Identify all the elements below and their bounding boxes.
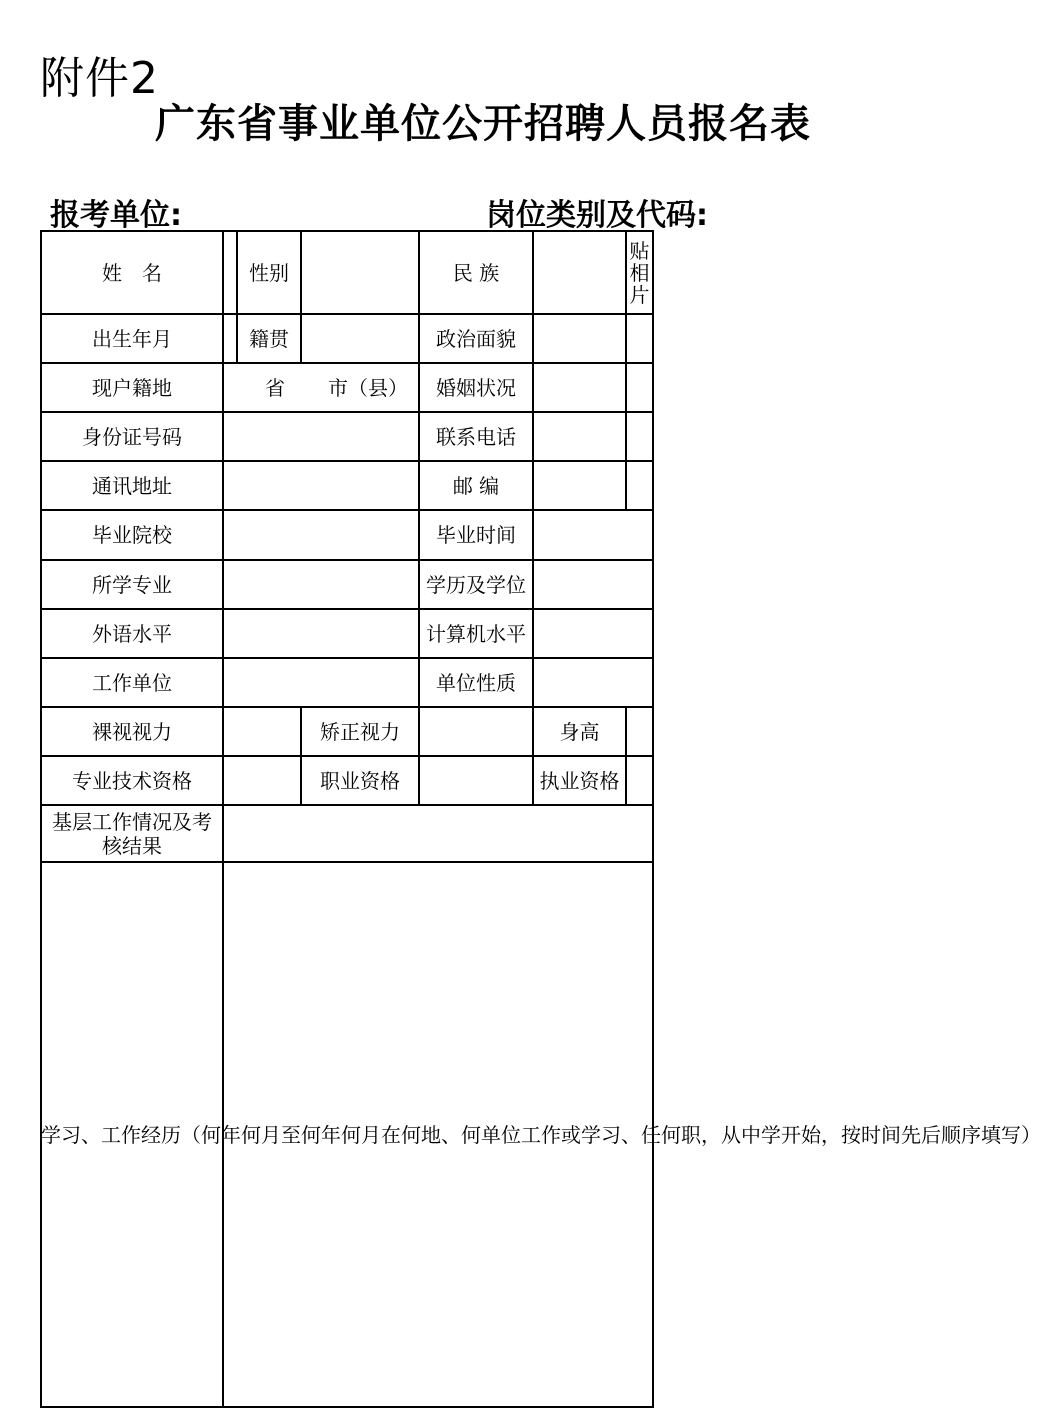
photo-placeholder: [626, 231, 653, 314]
history-label: 学习、工作经历（何年何月至何年何月在何地、何单位工作或学习、任何职，从中学开始，按时间先后顺序填写）: [41, 1122, 1041, 1147]
photo-char-2: 相: [629, 260, 650, 285]
marital-status-label: 婚姻状况: [436, 375, 516, 400]
work-unit-label: 工作单位: [92, 670, 172, 695]
computer-level-label: 计算机水平: [426, 621, 526, 646]
grassroots-work-label: 基层工作情况及考核结果: [52, 809, 212, 858]
address-label: 通讯地址: [92, 473, 172, 498]
photo-char-3: 片: [629, 282, 650, 307]
city-county-label: 市（县）: [328, 375, 408, 400]
native-place-label: 籍贯: [249, 326, 289, 351]
vocational-qualification-label: 职业资格: [320, 768, 400, 793]
graduated-school-label: 毕业院校: [92, 523, 172, 547]
unit-nature-label: 单位性质: [436, 670, 516, 695]
id-number-label: 身份证号码: [82, 424, 182, 449]
phone-label: 联系电话: [436, 424, 516, 449]
education-degree-label: 学历及学位: [426, 572, 526, 597]
naked-vision-label: 裸视视力: [92, 719, 172, 744]
practice-qualification-label: 执业资格: [539, 768, 620, 793]
birth-label: 出生年月: [92, 326, 172, 351]
apply-unit-label: 报考单位:: [50, 198, 182, 233]
political-status-label: 政治面貌: [436, 326, 516, 351]
household-label: 现户籍地: [92, 375, 172, 400]
corrected-vision-label: 矫正视力: [320, 719, 400, 744]
history-label-cell: [41, 862, 1041, 1407]
graduation-time-label: 毕业时间: [436, 523, 516, 547]
height-label: 身高: [559, 719, 600, 744]
major-label: 所学专业: [92, 572, 172, 597]
form-title: 广东省事业单位公开招聘人员报名表: [155, 101, 811, 147]
gender-label: 性别: [249, 260, 289, 285]
post-category-label: 岗位类别及代码:: [486, 198, 708, 233]
postcode-label: 邮 编: [452, 473, 500, 498]
name-label: 姓 名: [102, 260, 162, 285]
attachment-label: 附件2: [40, 53, 159, 104]
photo-char-1: 贴: [629, 238, 650, 263]
foreign-language-label: 外语水平: [92, 621, 172, 646]
professional-qualification-label: 专业技术资格: [72, 768, 192, 793]
ethnicity-label: 民 族: [452, 260, 500, 285]
province-label: 省: [265, 375, 285, 400]
